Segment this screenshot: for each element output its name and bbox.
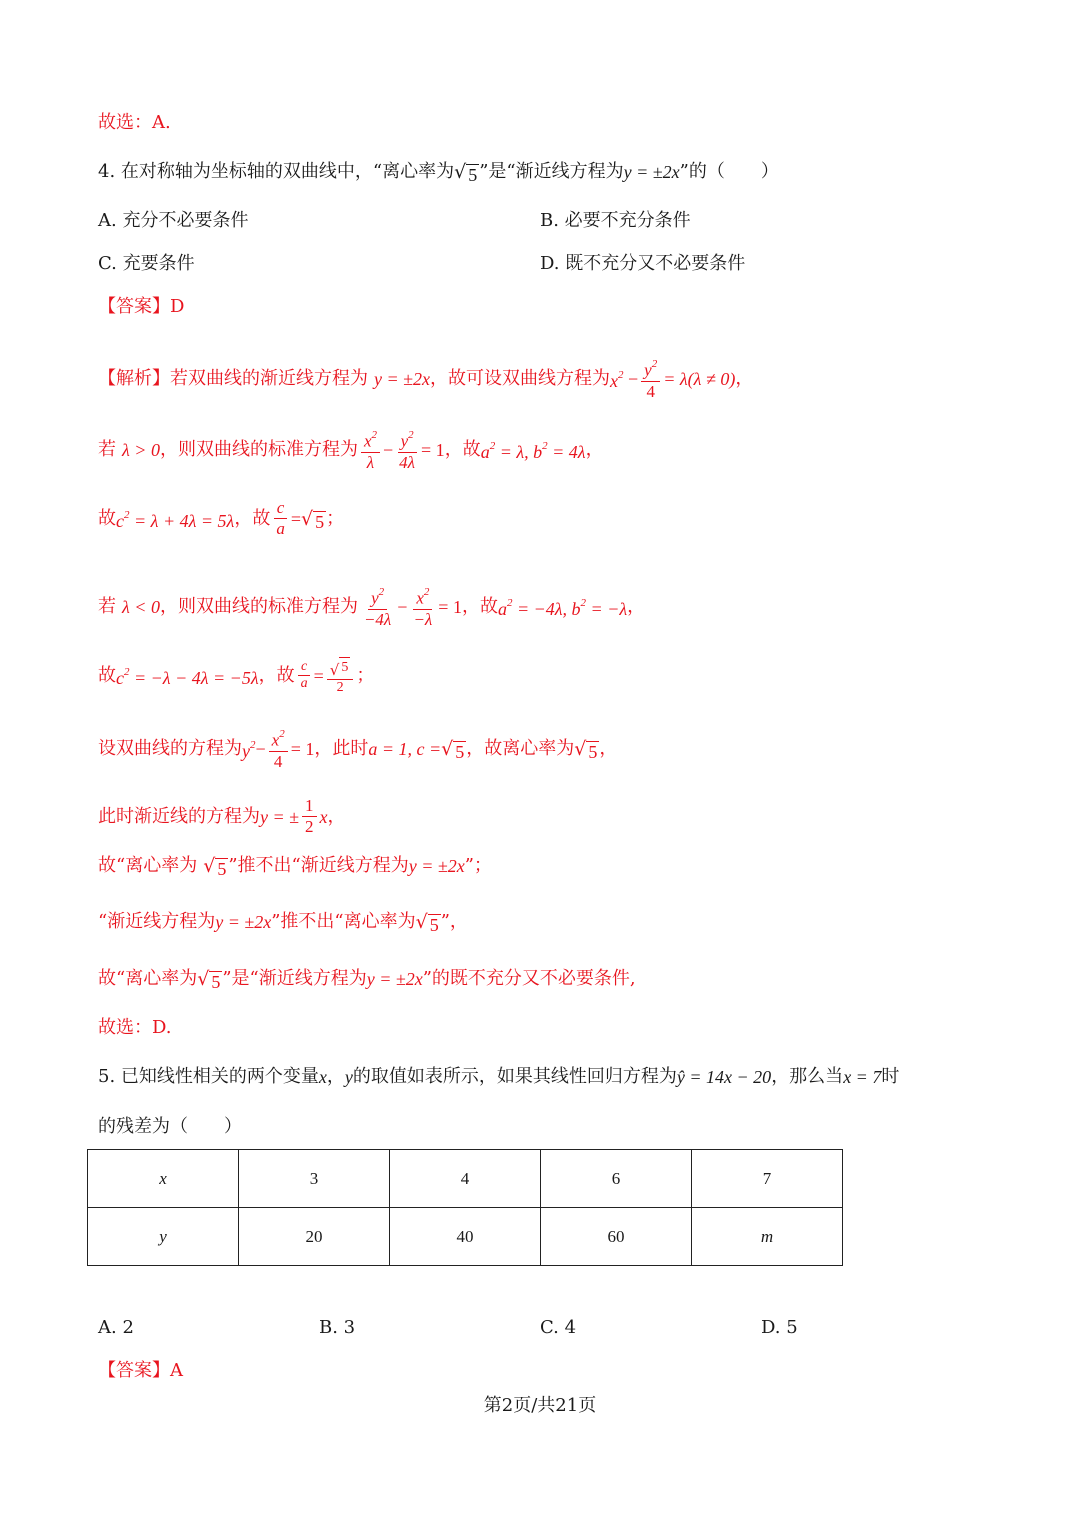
q5-p3: 的取值如表所示，如果其线性回归方程为: [352, 1066, 677, 1087]
l5-end: ；: [356, 664, 375, 686]
l2-end: ，: [585, 438, 604, 460]
analysis-line-7: [98, 796, 346, 837]
l4-x: x: [416, 588, 424, 608]
q5-x: x: [318, 1067, 327, 1087]
l3-c2: $c^2 = \lambda + 4\lambda = 5\lambda$: [116, 508, 235, 531]
l6-text: 设双曲线的方程为: [98, 737, 242, 759]
l5-frac2-num: [327, 655, 354, 680]
l4-y: y: [371, 588, 379, 608]
l6-end: ，: [599, 737, 618, 759]
l5-sqrt-arg: 5: [339, 657, 350, 678]
l10-b: ”是“渐近线方程为: [222, 968, 367, 989]
l5-fden: a: [300, 676, 308, 691]
analysis-line-8: [98, 853, 492, 879]
l1-rhs: = λ(λ ≠ 0): [663, 368, 736, 389]
l10-sqrt-arg: 5: [211, 972, 221, 992]
l10-eq: y = ±2x: [366, 969, 423, 989]
l6-fnum: x: [271, 730, 280, 750]
l6-minus: −: [255, 738, 266, 759]
l8-sqrt-arg: 5: [217, 859, 227, 879]
l2-f1-den: λ: [366, 452, 375, 472]
l6-sqrt-arg: 5: [455, 741, 465, 762]
analysis-line-4: 若 λ < 0 ，则双曲线的标准方程为 $\frac{y^2}{-4\lambda}$ − $\frac{x^2}{-\lambda}$ = 1 ，故 $a^2 = -4\lambda$, $b^2 = -\lambda$ ，: [98, 586, 646, 629]
q5-option-a: A. 2: [98, 1317, 134, 1338]
table-cell: 4: [390, 1150, 541, 1208]
q5-option-d: D. 5: [761, 1317, 798, 1338]
analysis-line-6: [98, 726, 617, 772]
l7-x: x: [319, 806, 328, 827]
sqrt-arg: 5: [468, 165, 478, 185]
l8-sqrt: √ 5: [203, 855, 227, 879]
analysis-line-2: 若 λ > 0 ，则双曲线的标准方程为 $\frac{x^2}{\lambda}$ − $\frac{y^2}{4\lambda}$ = 1 ，故 $a^2 = \lambda$, $b^2 = 4\lambda$ ，: [98, 429, 604, 472]
l9-sqrt: √ 5: [415, 911, 439, 935]
l6-fden: 4: [273, 751, 283, 771]
q5-answer: 【答案】A: [98, 1360, 183, 1381]
l4-f2-num: $x^2$: [413, 584, 432, 610]
l2-text: 若: [98, 438, 116, 460]
l3-c: c: [116, 510, 124, 531]
l5-c: c: [116, 667, 124, 688]
l2-f2-den: 4λ: [399, 452, 416, 472]
table-cell: y: [88, 1208, 239, 1266]
l6-y: y: [242, 740, 250, 761]
l4-mid: ，则双曲线的标准方程为: [159, 595, 358, 617]
l8-c: ”；: [464, 855, 492, 876]
q5-y: y: [344, 1067, 353, 1087]
analysis-line-3: [98, 498, 344, 539]
l1-frac-den: 4: [646, 381, 655, 401]
l2-gu: ，故: [444, 438, 481, 460]
sqrt-5: √ 5: [454, 161, 478, 185]
l2-f2-num: $y^2$: [398, 427, 417, 453]
l5-eq: = −λ − 4λ = −5λ: [129, 667, 259, 688]
l1-end: ，: [735, 367, 754, 389]
q4-asymptote: y = ±2x: [623, 162, 680, 182]
q4-option-a: A. 充分不必要条件: [98, 210, 249, 231]
page-footer: 第2页/共21页: [483, 1395, 597, 1416]
q5-cond: x = 7: [843, 1067, 882, 1087]
l3-gu2: ，故: [234, 507, 271, 529]
l5-frac-2: [327, 655, 354, 696]
analysis-line-5: [98, 655, 374, 696]
l9-sqrt-arg: 5: [429, 915, 439, 935]
table-row-y: [88, 1208, 843, 1266]
q4-stem: [98, 159, 779, 185]
table-cell: 40: [390, 1208, 541, 1266]
l6-eq: = 1: [290, 738, 315, 759]
l2-a: a: [480, 441, 490, 462]
l5-den: 2: [336, 680, 344, 695]
l6-sqrt: √ 5: [441, 737, 465, 762]
l2-mid: ，则双曲线的标准方程为: [159, 438, 358, 460]
l4-b: = −4λ, b: [512, 598, 581, 619]
table-row-x: [88, 1150, 843, 1208]
l5-gu: 故: [98, 664, 116, 686]
l7-fden: 2: [305, 817, 314, 836]
q4-option-b: B. 必要不充分条件: [540, 210, 691, 231]
q5-option-c: C. 4: [540, 1317, 577, 1338]
l5-frac: [298, 659, 311, 692]
l4-res: $a^2 = -4\lambda$, $b^2 = -\lambda$: [497, 596, 628, 619]
q5-p5: 时: [881, 1066, 900, 1087]
table-cell: m: [692, 1208, 843, 1266]
l2-eq1: = 1: [421, 439, 445, 460]
q5-data-table: [87, 1149, 843, 1266]
l1-x2: $x^2$: [610, 368, 624, 391]
l7-eq: y = ±: [260, 806, 300, 827]
l10-a: 故“离心率为: [98, 968, 198, 989]
l6-mid2: ，故离心率为: [466, 737, 575, 759]
l7-end: ，: [327, 805, 346, 827]
l9-eq: y = ±2x: [215, 912, 272, 932]
l2-frac-1: [361, 427, 380, 473]
l3-sqrt-arg: 5: [315, 511, 325, 532]
q5-stem-line2: 的残差为（ ）: [98, 1116, 242, 1137]
l8-b: ”推不出“渐近线方程为: [228, 855, 409, 876]
l2-x: x: [363, 431, 372, 451]
l9-b: ”推不出“离心率为: [271, 911, 416, 932]
l2-frac-2: [396, 427, 418, 473]
q5-option-b: B. 3: [319, 1317, 356, 1338]
l7-fnum: 1: [302, 796, 317, 817]
l1-mid: ，故可设双曲线方程为: [430, 367, 611, 389]
l6-ac: a = 1, c =: [368, 738, 442, 759]
l4-cond: λ < 0: [122, 596, 160, 617]
l1-y: y: [644, 360, 652, 380]
l4-end: ，: [627, 595, 646, 617]
q4-stem-mid: ”是“渐近线方程为: [479, 161, 624, 182]
l2-b: = λ, b: [495, 441, 543, 462]
l5-sqrt: √ 5: [330, 655, 351, 678]
l3-gu: 故: [98, 507, 116, 529]
q5-stem: [98, 1064, 899, 1090]
l5-fnum: c: [298, 659, 310, 676]
l8-a: 故“离心率为: [98, 855, 198, 876]
l2-c: = 4λ: [547, 441, 586, 462]
q4-conclusion: 故选：D.: [98, 1017, 172, 1038]
l4-eq1: = 1: [438, 596, 462, 617]
l6-mid: ，此时: [314, 737, 369, 759]
l3-frac: [273, 498, 288, 539]
l4-f2-den: −λ: [413, 609, 433, 629]
l8-eq: y = ±2x: [408, 856, 465, 876]
l7-frac: [302, 796, 317, 837]
l6-frac: [269, 726, 288, 772]
l1-frac: [641, 356, 660, 402]
l9-a: “渐近线方程为: [98, 911, 216, 932]
l5-gu2: ，故: [258, 664, 295, 686]
analysis-label: 【解析】: [98, 367, 170, 389]
l3-eqs: =: [290, 508, 301, 529]
q5-p4: ，那么当: [771, 1066, 844, 1087]
l4-frac-2: [410, 584, 435, 630]
l3-end: ；: [326, 507, 345, 529]
q5-p2: ，: [326, 1066, 345, 1087]
l7-text: 此时渐近线的方程为: [98, 805, 260, 827]
q4-option-d: D. 既不充分又不必要条件: [540, 253, 746, 274]
table-cell: 7: [692, 1150, 843, 1208]
l1-eq: y = ±2x: [374, 368, 431, 389]
l4-c: = −λ: [586, 598, 628, 619]
l6-fnum-wrap: $x^2$: [269, 726, 288, 752]
l2-res: $a^2 = \lambda$, $b^2 = 4\lambda$: [480, 439, 586, 462]
q4-stem-prefix: 4. 在对称轴为坐标轴的双曲线中，“离心率为: [98, 161, 455, 182]
table-cell: 20: [239, 1208, 390, 1266]
analysis-line-10: [98, 966, 636, 992]
l2-y: y: [400, 431, 409, 451]
l10-c: ”的既不充分又不必要条件,: [422, 968, 636, 989]
q3-conclusion: 故选：A.: [98, 112, 171, 133]
l3-eq: = λ + 4λ = 5λ: [129, 510, 235, 531]
l10-sqrt: √ 5: [197, 968, 221, 992]
q4-option-c: C. 充要条件: [98, 253, 195, 274]
l1-text: 若双曲线的渐近线方程为: [170, 367, 368, 389]
l1-x: x: [610, 370, 619, 391]
q4-answer: 【答案】D: [98, 296, 185, 317]
l2-f1-num: $x^2$: [361, 427, 380, 453]
l4-gu: ，故: [461, 595, 498, 617]
l6-y2: $y^2$: [242, 738, 256, 761]
l4-f1-num: $y^2$: [368, 584, 387, 610]
l2-cond: λ > 0: [122, 439, 160, 460]
table-cell: 3: [239, 1150, 390, 1208]
l4-text: 若: [98, 595, 116, 617]
l3-fnum: c: [274, 498, 288, 519]
q5-eq: ŷ = 14x − 20: [676, 1067, 772, 1087]
l4-frac-1: [361, 584, 394, 630]
table-cell: x: [88, 1150, 239, 1208]
l4-a: a: [497, 598, 507, 619]
l5-eqs: =: [313, 665, 324, 686]
table-cell: 60: [541, 1208, 692, 1266]
q5-p1: 5. 已知线性相关的两个变量: [98, 1066, 319, 1087]
q4-stem-suffix: ”的（ ）: [679, 161, 779, 182]
l5-c2: $c^2 = -\lambda - 4\lambda = -5\lambda$: [116, 665, 259, 688]
l6-sqrt2-arg: 5: [588, 741, 598, 762]
l6-sqrt-2: √ 5: [574, 737, 598, 762]
l4-f1-den: −4λ: [363, 609, 392, 629]
analysis-line-9: [98, 909, 468, 935]
analysis-line-1: 【解析】 若双曲线的渐近线方程为 y = ±2x ，故可设双曲线方程为 $x^2$ − $\frac{y^2}{4}$ = λ(λ ≠ 0) ，: [98, 358, 754, 401]
l9-c: ”，: [440, 911, 468, 932]
l3-fden: a: [276, 519, 285, 538]
table-cell: 6: [541, 1150, 692, 1208]
l3-sqrt: √ 5: [300, 507, 325, 532]
l1-frac-num: $y^2$: [641, 356, 660, 382]
